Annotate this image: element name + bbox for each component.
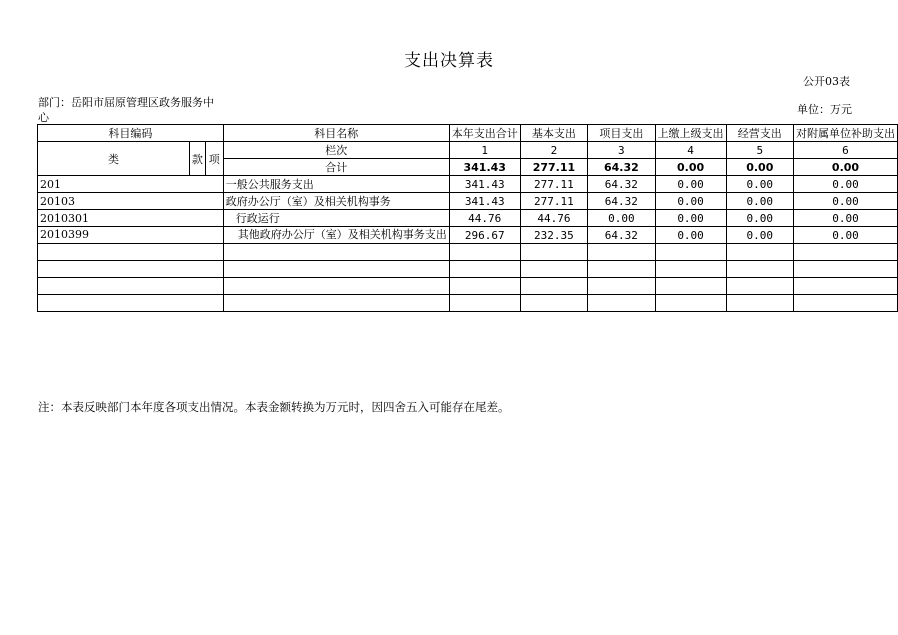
- row-upper: 0.00: [655, 193, 726, 210]
- empty-row: [38, 244, 898, 261]
- col-index-3: 3: [588, 142, 655, 159]
- row-basic: 277.11: [520, 176, 587, 193]
- row-subsidy: 0.00: [793, 193, 897, 210]
- row-code: 201: [38, 176, 224, 193]
- table-row: [38, 210, 898, 227]
- row-total: 341.43: [449, 193, 520, 210]
- row-upper: 0.00: [655, 176, 726, 193]
- total-upper: 0.00: [655, 159, 726, 176]
- total-subsidy: 0.00: [793, 159, 897, 176]
- expenditure-table: [37, 124, 898, 312]
- header-lanci: 栏次: [223, 142, 449, 159]
- header-row: [38, 125, 898, 142]
- empty-row: [38, 261, 898, 278]
- total-total: 341.43: [449, 159, 520, 176]
- empty-row: [38, 295, 898, 312]
- header-total: 本年支出合计: [449, 125, 520, 142]
- header-xiang: 项: [205, 142, 223, 176]
- unit-label: 单位：万元: [797, 103, 852, 116]
- row-code: 20103: [38, 193, 224, 210]
- col-index-5: 5: [726, 142, 793, 159]
- header-basic: 基本支出: [520, 125, 587, 142]
- report-title: 支出决算表: [404, 51, 494, 71]
- row-basic: 44.76: [520, 210, 587, 227]
- total-project: 64.32: [588, 159, 655, 176]
- col-index-6: 6: [793, 142, 897, 159]
- department-label: 部门：岳阳市屈原管理区政务服务中心: [38, 96, 214, 124]
- row-name: 一般公共服务支出: [223, 176, 449, 193]
- row-project: 64.32: [588, 193, 655, 210]
- row-project: 0.00: [588, 210, 655, 227]
- column-index-row: [38, 142, 898, 159]
- row-total: 296.67: [449, 227, 520, 244]
- row-total: 44.76: [449, 210, 520, 227]
- empty-row: [38, 278, 898, 295]
- row-name: 政府办公厅（室）及相关机构事务: [223, 193, 449, 210]
- col-index-4: 4: [655, 142, 726, 159]
- row-name: 行政运行: [223, 210, 449, 227]
- row-code: 2010301: [38, 210, 224, 227]
- row-subsidy: 0.00: [793, 176, 897, 193]
- header-subject-name: 科目名称: [223, 125, 449, 142]
- footnote: 注：本表反映部门本年度各项支出情况。本表金额转换为万元时，因四舍五入可能存在尾差。: [38, 400, 510, 414]
- row-upper: 0.00: [655, 210, 726, 227]
- row-subsidy: 0.00: [793, 227, 897, 244]
- header-subject-code: 科目编码: [38, 125, 224, 142]
- table-row: [38, 193, 898, 210]
- total-label: 合计: [223, 159, 449, 176]
- total-business: 0.00: [726, 159, 793, 176]
- header-upper: 上缴上级支出: [655, 125, 726, 142]
- row-basic: 232.35: [520, 227, 587, 244]
- form-code: 公开03表: [803, 75, 850, 88]
- header-business: 经营支出: [726, 125, 793, 142]
- header-kuan: 款: [189, 142, 205, 176]
- total-basic: 277.11: [520, 159, 587, 176]
- row-project: 64.32: [588, 176, 655, 193]
- row-project: 64.32: [588, 227, 655, 244]
- row-business: 0.00: [726, 227, 793, 244]
- header-subsidy: 对附属单位补助支出: [793, 125, 897, 142]
- row-business: 0.00: [726, 176, 793, 193]
- row-business: 0.00: [726, 193, 793, 210]
- row-basic: 277.11: [520, 193, 587, 210]
- table-row: [38, 176, 898, 193]
- row-total: 341.43: [449, 176, 520, 193]
- row-business: 0.00: [726, 210, 793, 227]
- header-lei: 类: [38, 142, 190, 176]
- header-project: 项目支出: [588, 125, 655, 142]
- row-code: 2010399: [38, 227, 224, 244]
- row-subsidy: 0.00: [793, 210, 897, 227]
- row-name: 其他政府办公厅（室）及相关机构事务支出: [223, 227, 449, 244]
- col-index-2: 2: [520, 142, 587, 159]
- table-row: [38, 227, 898, 244]
- row-upper: 0.00: [655, 227, 726, 244]
- col-index-1: 1: [449, 142, 520, 159]
